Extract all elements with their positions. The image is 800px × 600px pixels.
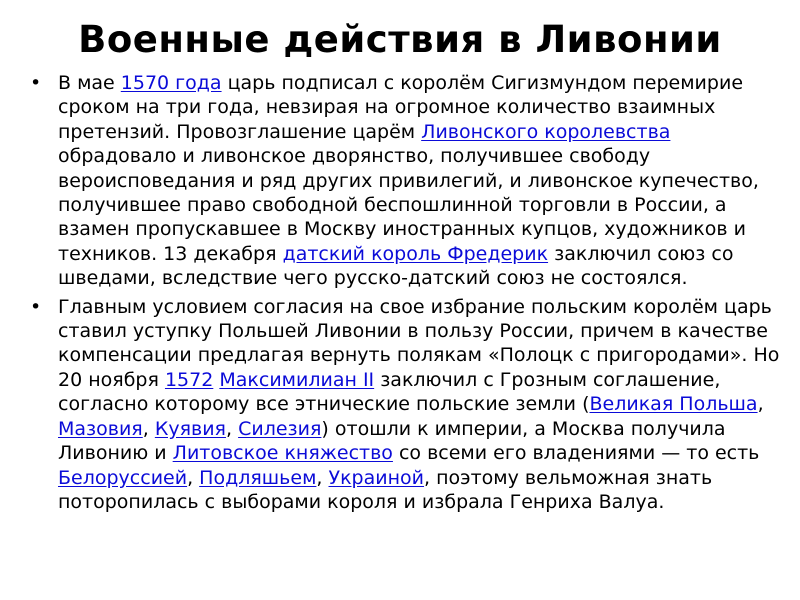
body-text: обрадовало и ливонское дворянство, получившее свободу вероисповедания и ряд других привилегий, и ливонское купечество, получившее право свободной беспошлинной торговли в России, а взамен пропускавшее в Москву иностранных купцов, художников и техников. 13 декабря	[58, 145, 759, 265]
body-text: Главным условием согласия на свое избрание польским королём царь ставил уступку Польшей Ливонии в пользу России, причем в качестве компенсации предлагая вернуть полякам «Полоцк с пригородами». Но 20 ноября	[58, 295, 780, 391]
hyperlink[interactable]: Ливонского королевства	[421, 120, 671, 143]
body-text: заключил с Грозным соглашение, согласно которому все этнические польские земли (	[58, 368, 721, 416]
body-text: заключил союз со шведами, вследствие чего русско-датский союз не состоялся.	[58, 242, 734, 290]
body-text: ,	[225, 417, 239, 440]
bullet-item	[28, 295, 788, 515]
hyperlink[interactable]: 1570 года	[120, 72, 222, 94]
hyperlink[interactable]: Белоруссией	[58, 466, 188, 489]
hyperlink[interactable]: датский король Фредерик	[282, 242, 549, 265]
body-text: ,	[142, 417, 155, 440]
body-text: царь подписал с королём Сигизмундом перемирие сроком на три года, невзирая на огромное количество взаимных претензий. Провозглашение царём	[58, 72, 744, 143]
hyperlink[interactable]: Литовское княжество	[172, 442, 393, 465]
bullet-list	[28, 71, 788, 518]
slide-title: Военные действия в Ливонии	[78, 18, 722, 61]
hyperlink[interactable]: Подляшьем	[199, 466, 317, 489]
bullet-dot-icon: •	[30, 295, 42, 318]
hyperlink[interactable]: Украиной	[328, 466, 425, 489]
hyperlink[interactable]: Мазовия	[58, 417, 143, 440]
hyperlink[interactable]: Силезия	[238, 417, 322, 440]
hyperlink[interactable]: Максимилиан II	[219, 368, 375, 391]
body-text: ,	[757, 393, 764, 416]
body-text: В мае	[58, 72, 121, 94]
bullet-dot-icon: •	[30, 72, 42, 94]
bullet-item	[28, 71, 788, 291]
hyperlink[interactable]: Великая Польша	[589, 393, 758, 416]
hyperlink[interactable]: Куявия	[154, 417, 226, 440]
body-text: , поэтому вельможная знать поторопилась с выборами короля и избрала Генриха Валуа.	[58, 466, 713, 513]
body-text: ,	[187, 466, 200, 489]
body-text: со всеми его владениями — то есть	[392, 442, 760, 465]
body-text: ,	[316, 466, 329, 489]
hyperlink[interactable]: 1572	[164, 368, 214, 391]
body-text: ) отошли к империи, а Москва получила Ливонию и	[58, 417, 726, 465]
